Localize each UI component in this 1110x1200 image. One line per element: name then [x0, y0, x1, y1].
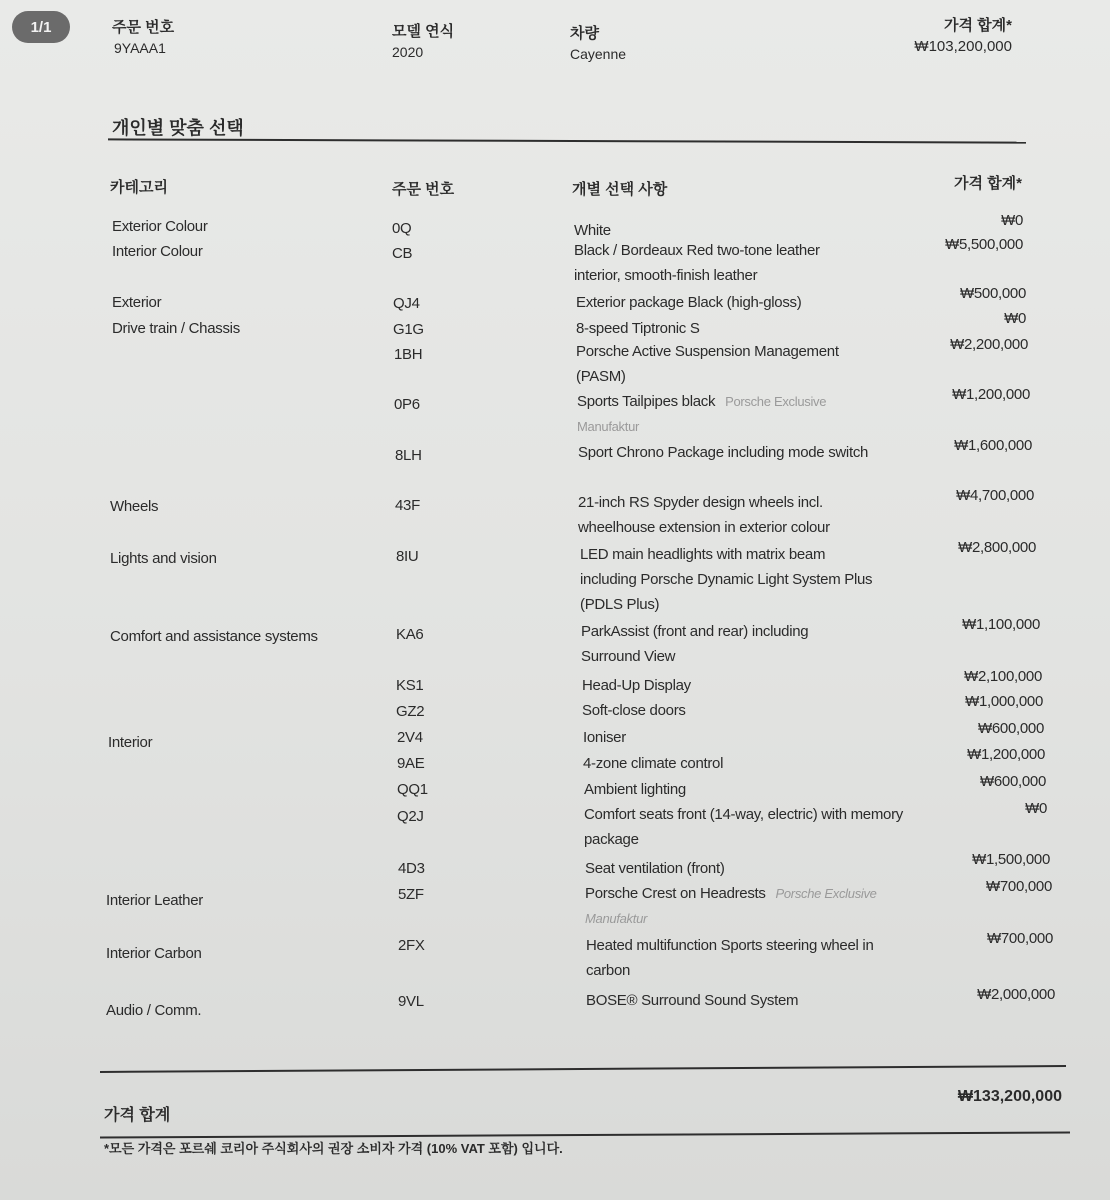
row-description: BOSE® Surround Sound System	[586, 992, 799, 1009]
row-price: ₩0	[1001, 212, 1023, 229]
row-description: Black / Bordeaux Red two-tone leather interior, smooth-finish leather	[574, 242, 820, 284]
model-year-label: 모델 연식	[392, 23, 455, 40]
row-price: ₩1,200,000	[967, 746, 1045, 763]
row-price: ₩2,800,000	[958, 539, 1036, 556]
row-category: Exterior	[112, 294, 162, 311]
vehicle-label: 차량	[570, 25, 599, 42]
row-price: ₩1,600,000	[954, 437, 1032, 454]
footer-divider-top	[100, 1065, 1066, 1073]
row-price: ₩2,100,000	[964, 668, 1042, 685]
row-price: ₩2,200,000	[950, 336, 1028, 353]
row-description	[585, 881, 885, 931]
row-description: Heated multifunction Sports steering wheel in carbon	[586, 937, 874, 979]
summary-total-label: 가격 합계*	[944, 17, 1012, 34]
row-description: LED main headlights with matrix beam including Porsche Dynamic Light System Plus (PDLS Plus)	[580, 546, 873, 613]
order-number-value: 9YAAA1	[114, 40, 166, 56]
row-category: Audio / Comm.	[106, 1002, 202, 1019]
row-code: 8IU	[396, 548, 419, 565]
row-code: 2V4	[397, 729, 423, 746]
row-category: Comfort and assistance systems	[110, 628, 318, 645]
row-description: Comfort seats front (14-way, electric) with memory package	[584, 806, 903, 848]
option-text: Porsche Crest on Headrests	[585, 885, 766, 902]
row-code: 0P6	[394, 396, 420, 413]
row-price: ₩700,000	[987, 930, 1053, 947]
row-price: ₩600,000	[980, 773, 1046, 790]
manufaktur-note: Porsche Exclusive Manufaktur	[577, 394, 827, 434]
row-description: Porsche Active Suspension Management (PASM)	[576, 343, 839, 385]
manufaktur-note: Porsche Exclusive Manufaktur	[585, 886, 877, 926]
summary-total-value: ₩103,200,000	[914, 38, 1012, 55]
row-description: 21-inch RS Spyder design wheels incl. wheelhouse extension in exterior colour	[578, 494, 830, 536]
row-price: ₩1,500,000	[972, 851, 1050, 868]
row-description: Exterior package Black (high-gloss)	[576, 294, 802, 311]
row-description: Soft-close doors	[582, 702, 686, 719]
row-code: 2FX	[398, 937, 425, 954]
row-description: White	[574, 222, 611, 239]
row-description: 4-zone climate control	[583, 755, 724, 772]
option-text: Sports Tailpipes black	[577, 393, 716, 410]
row-price: ₩1,100,000	[962, 616, 1040, 633]
row-price: ₩700,000	[986, 878, 1052, 895]
vat-footnote: *모든 가격은 포르쉐 코리아 주식회사의 권장 소비자 가격 (10% VAT 포함) 입니다.	[104, 1141, 563, 1156]
row-category: Interior	[108, 734, 153, 751]
row-code: Q2J	[397, 808, 424, 825]
column-header-price: 가격 합계*	[954, 175, 1022, 192]
row-code: QJ4	[393, 295, 420, 312]
row-code: G1G	[393, 321, 424, 338]
row-code: 1BH	[394, 346, 423, 363]
column-header-order-number: 주문 번호	[392, 181, 455, 198]
row-code: CB	[392, 245, 413, 262]
footer-total-value: ₩133,200,000	[957, 1088, 1062, 1105]
row-code: QQ1	[397, 781, 428, 798]
row-category: Lights and vision	[110, 550, 217, 567]
column-header-category: 카테고리	[110, 179, 168, 196]
row-price: ₩0	[1004, 310, 1026, 327]
row-price: ₩2,000,000	[977, 986, 1055, 1003]
row-code: 8LH	[395, 447, 422, 464]
row-price: ₩5,500,000	[945, 236, 1023, 253]
row-price: ₩4,700,000	[956, 487, 1034, 504]
row-description: Head-Up Display	[582, 677, 691, 694]
row-description: Seat ventilation (front)	[585, 860, 725, 877]
row-category: Wheels	[110, 498, 159, 515]
row-category: Exterior Colour	[112, 218, 208, 235]
row-category: Interior Leather	[106, 892, 203, 909]
row-code: KA6	[396, 626, 424, 643]
row-code: 43F	[395, 497, 420, 514]
row-category: Interior Colour	[112, 243, 203, 260]
row-price: ₩0	[1025, 800, 1047, 817]
row-code: GZ2	[396, 703, 425, 720]
vehicle-value: Cayenne	[570, 46, 627, 62]
row-code: 9AE	[397, 755, 425, 772]
row-price: ₩1,000,000	[965, 693, 1043, 710]
row-description: Sport Chrono Package including mode switch	[578, 444, 869, 461]
row-description: Ambient lighting	[584, 781, 686, 798]
row-code: KS1	[396, 677, 424, 694]
section-divider	[108, 138, 1026, 143]
footer-total-label: 가격 합계	[104, 1107, 171, 1124]
row-price: ₩500,000	[960, 285, 1026, 302]
row-code: 0Q	[392, 220, 412, 237]
row-description: ParkAssist (front and rear) including Surround View	[581, 623, 809, 665]
order-number-label: 주문 번호	[112, 19, 175, 36]
row-price: ₩1,200,000	[952, 386, 1030, 403]
row-category: Drive train / Chassis	[112, 320, 240, 337]
row-price: ₩600,000	[978, 720, 1044, 737]
section-title: 개인별 맞춤 선택	[112, 118, 244, 138]
page-indicator: 1/1	[12, 11, 70, 43]
row-code: 4D3	[398, 860, 425, 877]
row-description: Ioniser	[583, 729, 626, 746]
model-year-value: 2020	[392, 44, 424, 60]
row-category: Interior Carbon	[106, 945, 202, 962]
row-description: 8-speed Tiptronic S	[576, 320, 700, 337]
row-code: 9VL	[398, 993, 424, 1010]
row-code: 5ZF	[398, 886, 424, 903]
column-header-option: 개별 선택 사항	[572, 181, 668, 198]
